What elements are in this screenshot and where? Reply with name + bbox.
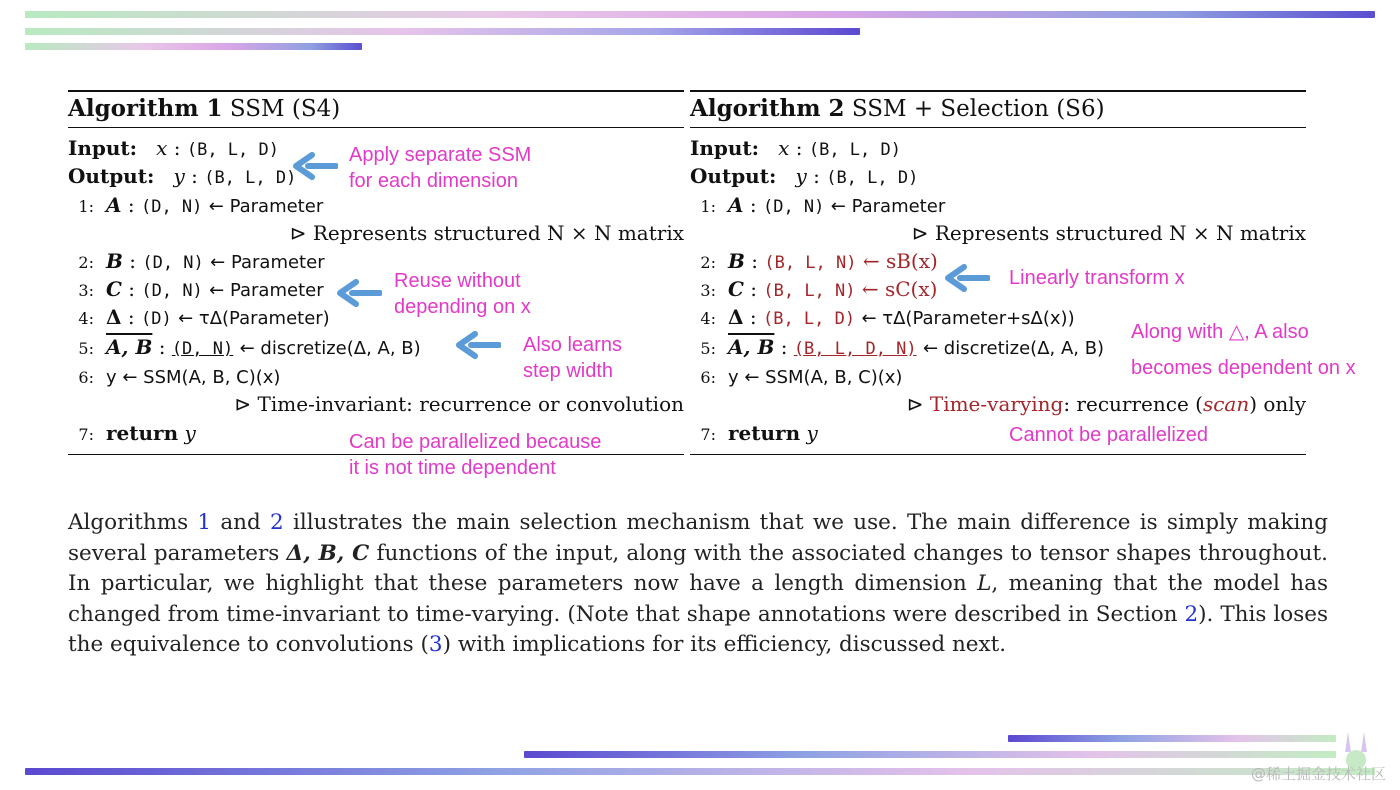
annotation-apply-separate: Apply separate SSM for each dimension bbox=[349, 144, 532, 192]
algorithm-1-mid-rule bbox=[68, 127, 684, 128]
algorithm-1-output: Output: y : (B, L, D) bbox=[68, 164, 297, 188]
algorithm-1-input: Input: x : (B, L, D) bbox=[68, 136, 279, 160]
algorithm-2-mid-rule bbox=[690, 127, 1306, 128]
algorithm-1-step-1: 1: A : (D, N) ← Parameter bbox=[78, 193, 324, 217]
algorithm-2-title-bold: Algorithm 2 bbox=[690, 95, 845, 122]
top-decor-bar-3 bbox=[25, 43, 362, 50]
algorithm-1-step-4: 4: Δ : (D) ← τΔ(Parameter) bbox=[78, 305, 330, 329]
algorithm-2-input: Input: x : (B, L, D) bbox=[690, 136, 901, 160]
bottom-decor-bar-1 bbox=[1008, 735, 1336, 742]
algorithm-1-comment-2: ⊳ Time-invariant: recurrence or convolution bbox=[234, 392, 684, 416]
ref-algorithm-2-link[interactable]: 2 bbox=[270, 510, 284, 535]
arrow-left-icon bbox=[944, 264, 990, 292]
watermark: @稀土掘金技术社区 bbox=[1250, 765, 1386, 783]
annotation-reuse: Reuse without depending on x bbox=[394, 270, 531, 318]
algorithm-2-title bbox=[690, 95, 1105, 122]
arrow-left-icon bbox=[336, 279, 382, 307]
ref-section-2-link[interactable]: 2 bbox=[1184, 601, 1199, 627]
algorithm-2-top-rule bbox=[690, 90, 1306, 92]
ref-equation-3-link[interactable]: 3 bbox=[428, 632, 443, 657]
ref-algorithm-1-link[interactable]: 1 bbox=[197, 510, 212, 535]
body-paragraph: Algorithms 1 and 2 illustrates the main selection mechanism that we use. The main difference is simply making several parameters Δ, B, C functions of the input, along with the associated changes to tensor shapes throughout. In particular, we highlight that these parameters now have a length dimension L, meaning that the model has changed from time-invariant to time-varying. (Note that shape annotations were described in Section 2). This loses the equivalence to convolutions (3) with implications for its efficiency, discussed next. bbox=[68, 510, 1328, 657]
algorithm-2-step-5: 5: A, B : (B, L, D, N) ← discretize(Δ, A, B) bbox=[700, 335, 1105, 359]
algorithm-1-comment-1: ⊳ Represents structured N × N matrix bbox=[289, 221, 684, 245]
annotation-along-with: Along with △, A also becomes dependent on x bbox=[1131, 321, 1356, 379]
algorithm-1-step-5: 5: A, B : (D, N) ← discretize(Δ, A, B) bbox=[78, 335, 421, 359]
top-decor-bar-2 bbox=[25, 28, 860, 35]
algorithm-2-step-7: 7: return y bbox=[700, 421, 818, 445]
arrow-left-icon bbox=[455, 331, 501, 359]
algorithm-1-step-7: 7: return y bbox=[78, 421, 196, 445]
algorithm-2-step-4: 4: Δ : (B, L, D) ← τΔ(Parameter+sΔ(x)) bbox=[700, 305, 1075, 329]
annotation-cannot-parallelize: Cannot be parallelized bbox=[1009, 424, 1209, 446]
algorithm-2-step-3: 3: C : (B, L, N) ← sC(x) bbox=[700, 277, 938, 301]
algorithm-2-comment-1: ⊳ Represents structured N × N matrix bbox=[911, 221, 1306, 245]
algorithm-1-step-2: 2: B : (D, N) ← Parameter bbox=[78, 249, 325, 273]
bottom-decor-bar-2 bbox=[524, 751, 1336, 758]
algorithm-2-step-1: 1: A : (D, N) ← Parameter bbox=[700, 193, 946, 217]
algorithm-1-title-bold: Algorithm 1 bbox=[68, 95, 223, 122]
annotation-learns-step: Also learns step width bbox=[523, 334, 622, 382]
bottom-decor-bar-3 bbox=[25, 768, 1375, 775]
algorithm-2-bottom-rule bbox=[690, 454, 1306, 455]
algorithm-1-title bbox=[68, 95, 340, 122]
algorithm-2-output: Output: y : (B, L, D) bbox=[690, 164, 919, 188]
algorithm-1-top-rule bbox=[68, 90, 684, 92]
annotation-linearly-transform: Linearly transform x bbox=[1009, 267, 1185, 289]
algorithm-2-step-6: 6: y ← SSM(A, B, C)(x) bbox=[700, 367, 903, 388]
algorithm-1-title-rest: SSM (S4) bbox=[229, 96, 341, 122]
algorithm-2-title-rest: SSM + Selection (S6) bbox=[851, 96, 1105, 122]
algorithm-1-step-3: 3: C : (D, N) ← Parameter bbox=[78, 277, 324, 301]
annotation-can-parallelize: Can be parallelized because it is not time dependent bbox=[349, 431, 602, 479]
arrow-left-icon bbox=[292, 152, 338, 180]
algorithm-2-comment-2: ⊳ Time-varying: recurrence (scan) only bbox=[906, 392, 1306, 416]
top-decor-bar-1 bbox=[25, 11, 1375, 18]
algorithm-1-step-6: 6: y ← SSM(A, B, C)(x) bbox=[78, 367, 281, 388]
algorithm-2-step-2: 2: B : (B, L, N) ← sB(x) bbox=[700, 249, 938, 273]
algorithm-2-box bbox=[690, 90, 1306, 460]
